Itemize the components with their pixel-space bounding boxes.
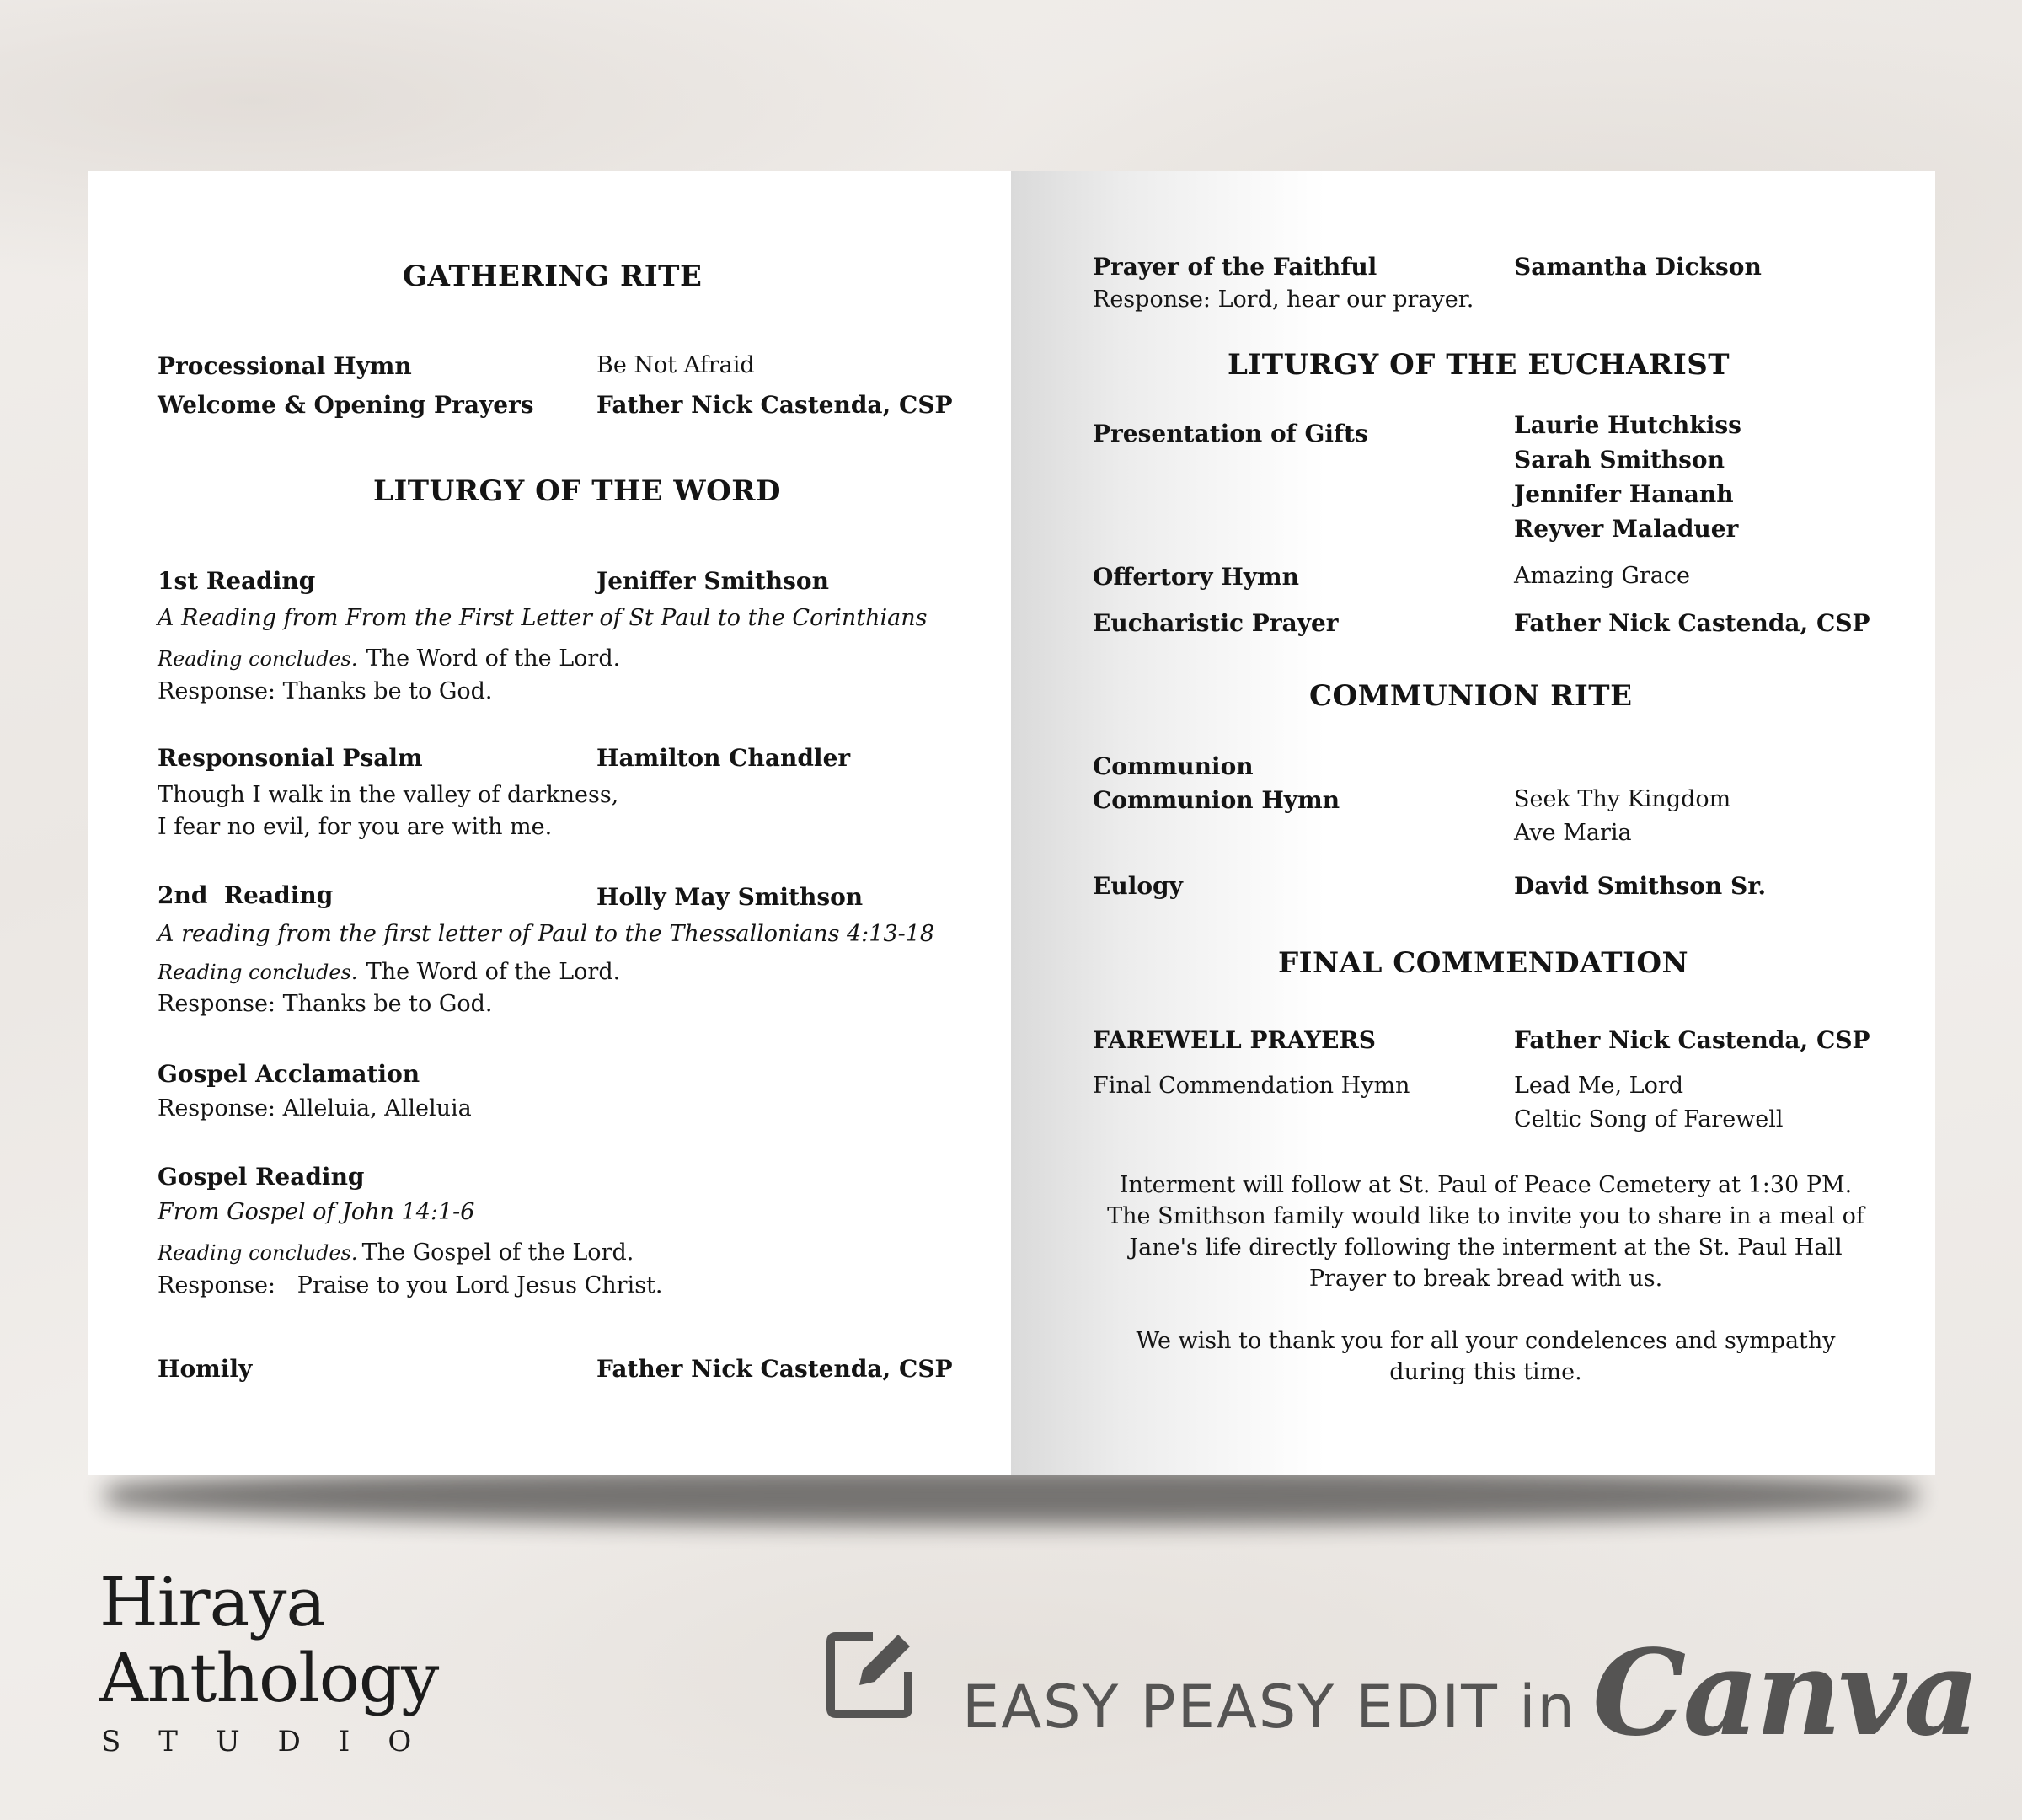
- farewell-value: Father Nick Castenda, CSP: [1514, 1026, 1870, 1054]
- first-reading-concludes: [158, 645, 620, 672]
- communion-label: Communion: [1093, 752, 1254, 780]
- first-reading-response: Response: Thanks be to God.: [158, 678, 493, 704]
- faithful-value: Samantha Dickson: [1514, 253, 1762, 281]
- communion-hymn-label: Communion Hymn: [1093, 786, 1340, 814]
- liturgy-word-heading: LITURGY OF THE WORD: [373, 474, 781, 508]
- gifts-name: Laurie Hutchkiss: [1514, 411, 1741, 439]
- final-hymn-value-2: Celtic Song of Farewell: [1514, 1106, 1784, 1132]
- psalm-reader: Hamilton Chandler: [596, 744, 851, 772]
- first-reading-reader: Jeniffer Smithson: [596, 567, 829, 595]
- offertory-value: Amazing Grace: [1514, 563, 1690, 589]
- homily-value: Father Nick Castenda, CSP: [596, 1355, 953, 1383]
- psalm-label: Responsonial Psalm: [158, 744, 423, 772]
- processional-label: Processional Hymn: [158, 352, 412, 380]
- gifts-name: Sarah Smithson: [1514, 446, 1725, 474]
- notice-line: Prayer to break bread with us.: [1308, 1266, 1663, 1292]
- communion-hymn-value-2: Ave Maria: [1514, 820, 1632, 846]
- gospel-concludes: [158, 1239, 634, 1266]
- gathering-rite-heading: GATHERING RITE: [403, 260, 703, 293]
- concludes-italic: Reading concludes.: [158, 961, 358, 984]
- eulogy-label: Eulogy: [1093, 872, 1183, 900]
- liturgy-eucharist-heading: LITURGY OF THE EUCHARIST: [1228, 348, 1730, 382]
- brand-logo-studio: STUDIO: [101, 1725, 450, 1758]
- psalm-line-2: I fear no evil, for you are with me.: [158, 814, 553, 840]
- notice-line: Interment will follow at St. Paul of Peace Cemetery at 1:30 PM.: [1119, 1172, 1853, 1198]
- welcome-value: Father Nick Castenda, CSP: [596, 391, 953, 419]
- homily-label: Homily: [158, 1355, 253, 1383]
- program-left-page: [88, 171, 1011, 1475]
- gospel-desc: From Gospel of John 14:1-6: [158, 1199, 475, 1225]
- communion-rite-heading: COMMUNION RITE: [1309, 679, 1633, 713]
- gifts-name: Jennifer Hananh: [1514, 480, 1734, 508]
- first-reading-label: 1st Reading: [158, 567, 316, 595]
- brand-logo-line-1: Hiraya: [99, 1563, 326, 1641]
- eucharistic-value: Father Nick Castenda, CSP: [1514, 609, 1870, 637]
- offertory-label: Offertory Hymn: [1093, 563, 1300, 591]
- gospel-label: Gospel Reading: [158, 1163, 365, 1191]
- second-reading-label: 2nd Reading: [158, 881, 334, 909]
- canva-wordmark: Canva: [1592, 1625, 1977, 1763]
- gospel-response: Response: Praise to you Lord Jesus Christ.: [158, 1272, 663, 1298]
- notice-line: Jane's life directly following the interment at the St. Paul Hall: [1129, 1234, 1843, 1261]
- second-reading-concludes: [158, 959, 620, 985]
- gifts-label: Presentation of Gifts: [1093, 420, 1368, 447]
- psalm-line-1: Though I walk in the valley of darkness,: [158, 782, 619, 808]
- concludes-text: The Word of the Lord.: [366, 959, 621, 985]
- gifts-name: Reyver Maladuer: [1514, 515, 1739, 543]
- thanks-line: during this time.: [1389, 1359, 1582, 1385]
- farewell-label: FAREWELL PRAYERS: [1093, 1026, 1376, 1054]
- second-reading-desc: A reading from the first letter of Paul to the Thessallonians 4:13-18: [158, 921, 935, 947]
- brand-logo-line-2: Anthology: [99, 1639, 439, 1717]
- easy-edit-tagline: EASY PEASY EDIT in: [962, 1673, 1576, 1742]
- concludes-italic: Reading concludes.: [158, 647, 358, 671]
- acclamation-label: Gospel Acclamation: [158, 1060, 420, 1088]
- thanks-line: We wish to thank you for all your condelences and sympathy: [1136, 1328, 1836, 1354]
- final-hymn-value-1: Lead Me, Lord: [1514, 1073, 1684, 1099]
- eulogy-value: David Smithson Sr.: [1514, 872, 1767, 900]
- program-right-page: [1011, 171, 1935, 1475]
- notice-line: The Smithson family would like to invite you to share in a meal of: [1107, 1203, 1864, 1229]
- edit-square-icon: [824, 1626, 918, 1721]
- welcome-label: Welcome & Opening Prayers: [158, 391, 534, 419]
- final-hymn-label: Final Commendation Hymn: [1093, 1073, 1410, 1099]
- faithful-response: Response: Lord, hear our prayer.: [1093, 286, 1474, 313]
- eucharistic-label: Eucharistic Prayer: [1093, 609, 1339, 637]
- processional-value: Be Not Afraid: [596, 352, 755, 378]
- second-reading-reader: Holly May Smithson: [596, 883, 864, 911]
- final-commendation-heading: FINAL COMMENDATION: [1278, 946, 1689, 980]
- first-reading-desc: A Reading from From the First Letter of St Paul to the Corinthians: [158, 605, 928, 631]
- concludes-italic: Reading concludes.: [158, 1241, 358, 1265]
- concludes-text: The Word of the Lord.: [366, 645, 621, 672]
- faithful-label: Prayer of the Faithful: [1093, 253, 1377, 281]
- concludes-text: The Gospel of the Lord.: [361, 1239, 634, 1266]
- interment-notice: [1011, 1170, 1935, 1294]
- acclamation-response: Response: Alleluia, Alleluia: [158, 1095, 472, 1121]
- communion-hymn-value-1: Seek Thy Kingdom: [1514, 786, 1731, 812]
- second-reading-response: Response: Thanks be to God.: [158, 991, 493, 1017]
- thanks-notice: [1011, 1325, 1935, 1388]
